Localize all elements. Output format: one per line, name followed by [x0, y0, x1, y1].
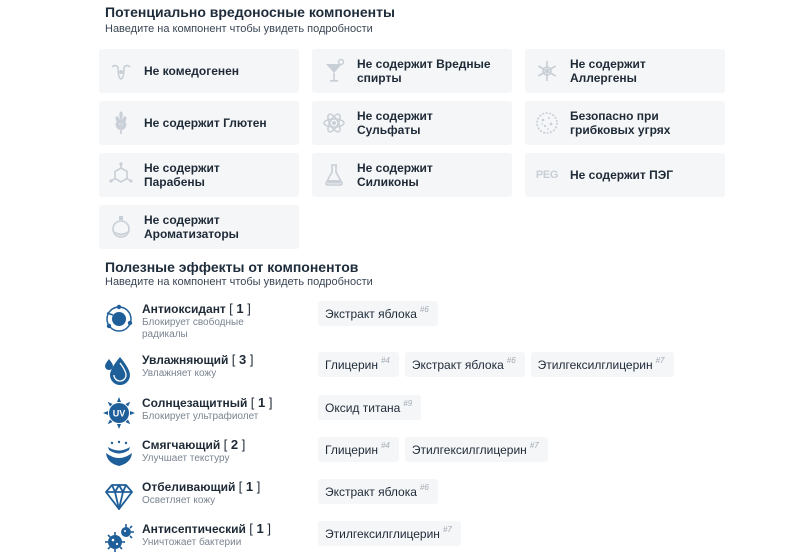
effect-ingredients: [318, 479, 438, 504]
effect-name: Смягчающий [ 2 ]: [142, 437, 246, 452]
bacteria-icon: [103, 523, 135, 555]
effect-row-antioxidant: [103, 301, 743, 341]
effect-ingredients: [318, 437, 548, 462]
ingredient-chip[interactable]: Этилгексилглицерин #7: [318, 521, 461, 546]
harmful-item-parabens[interactable]: [99, 153, 299, 197]
effect-ingredients: [318, 521, 461, 546]
water-drops-icon: [103, 354, 135, 386]
harmful-item-label: Не комедогенен: [144, 64, 240, 78]
pore-icon: [107, 57, 135, 85]
harmful-item-allergens[interactable]: [525, 49, 725, 93]
harmful-item-label: Не содержит Сульфаты: [357, 109, 433, 137]
harmful-item-peg[interactable]: [525, 153, 725, 197]
harmful-item-label: Не содержит ПЭГ: [570, 168, 674, 182]
ingredient-chip[interactable]: Этилгексилглицерин #7: [531, 352, 674, 377]
effect-description: Увлажняет кожу: [142, 368, 217, 379]
effect-description: Уничтожает бактерии: [142, 537, 242, 548]
effects-section-title: Полезные эффекты от компонентов: [105, 259, 359, 275]
ingredient-chip[interactable]: Экстракт яблока #6: [318, 301, 438, 326]
harmful-item-silicones[interactable]: [312, 153, 512, 197]
effect-row-antiseptic: [103, 521, 743, 557]
harmful-item-label: Безопасно при грибковых угрях: [570, 109, 671, 137]
harmful-item-label: Не содержит Глютен: [144, 116, 267, 130]
harmful-item-sulfates[interactable]: [312, 101, 512, 145]
ingredient-chip[interactable]: Оксид титана #9: [318, 395, 421, 420]
harmful-item-comedogenic[interactable]: [99, 49, 299, 93]
effect-ingredients: [318, 395, 421, 420]
ingredient-chip[interactable]: Глицерин #4: [318, 352, 399, 377]
allergen-icon: [533, 57, 561, 85]
harmful-item-fungal[interactable]: [525, 101, 725, 145]
antioxidant-icon: [103, 303, 135, 335]
effect-description: Блокирует ультрафиолет: [142, 411, 259, 422]
effect-name: Увлажняющий [ 3 ]: [142, 352, 254, 367]
svg-text:UV: UV: [112, 408, 126, 419]
peg-icon: PEG: [535, 169, 559, 181]
ingredient-chip[interactable]: Экстракт яблока #6: [405, 352, 525, 377]
harmful-item-fragrance[interactable]: [99, 205, 299, 249]
perfume-bottle-icon: [107, 213, 135, 241]
effect-row-whitening: [103, 479, 743, 519]
effect-name: Отбеливающий [ 1 ]: [142, 479, 261, 494]
effect-description: Улучшает текстуру: [142, 453, 230, 464]
ingredient-chip[interactable]: Экстракт яблока #6: [318, 479, 438, 504]
effect-description: Осветляет кожу: [142, 495, 216, 506]
molecule-icon: [107, 161, 135, 189]
harmful-item-label: Не содержит Парабены: [144, 161, 220, 189]
harmful-item-gluten[interactable]: [99, 101, 299, 145]
harmful-item-label: Не содержит Силиконы: [357, 161, 433, 189]
effect-row-moisturizing: [103, 352, 743, 392]
ingredient-chip[interactable]: Этилгексилглицерин #7: [405, 437, 548, 462]
wheat-icon: [107, 109, 135, 137]
effect-row-sunscreen: [103, 395, 743, 435]
harmful-section-title: Потенциально вредоносные компоненты: [105, 4, 395, 20]
harmful-section-subtitle: Наведите на компонент чтобы увидеть подробности: [105, 23, 373, 35]
ingredient-chip[interactable]: Глицерин #4: [318, 437, 399, 462]
effect-name: Антиоксидант [ 1 ]: [142, 301, 251, 316]
effects-section-subtitle: Наведите на компонент чтобы увидеть подробности: [105, 276, 373, 288]
fungus-icon: [533, 109, 561, 137]
softening-icon: [103, 439, 135, 471]
uv-sun-icon: [103, 397, 135, 429]
effect-description: Блокирует свободные радикалы: [142, 317, 244, 340]
flask-icon: [320, 161, 348, 189]
harmful-item-label: Не содержит Аллергены: [570, 57, 646, 85]
effect-ingredients: [318, 301, 438, 326]
harmful-item-label: Не содержит Вредные спирты: [357, 57, 491, 85]
effect-row-softening: [103, 437, 743, 477]
effect-ingredients: [318, 352, 674, 377]
atom-icon: [320, 109, 348, 137]
harmful-item-alcohol[interactable]: [312, 49, 512, 93]
cocktail-glass-icon: [320, 57, 348, 85]
harmful-item-label: Не содержит Ароматизаторы: [144, 213, 239, 241]
effect-name: Антисептический [ 1 ]: [142, 521, 272, 536]
diamond-icon: [103, 481, 135, 513]
effect-name: Солнцезащитный [ 1 ]: [142, 395, 273, 410]
